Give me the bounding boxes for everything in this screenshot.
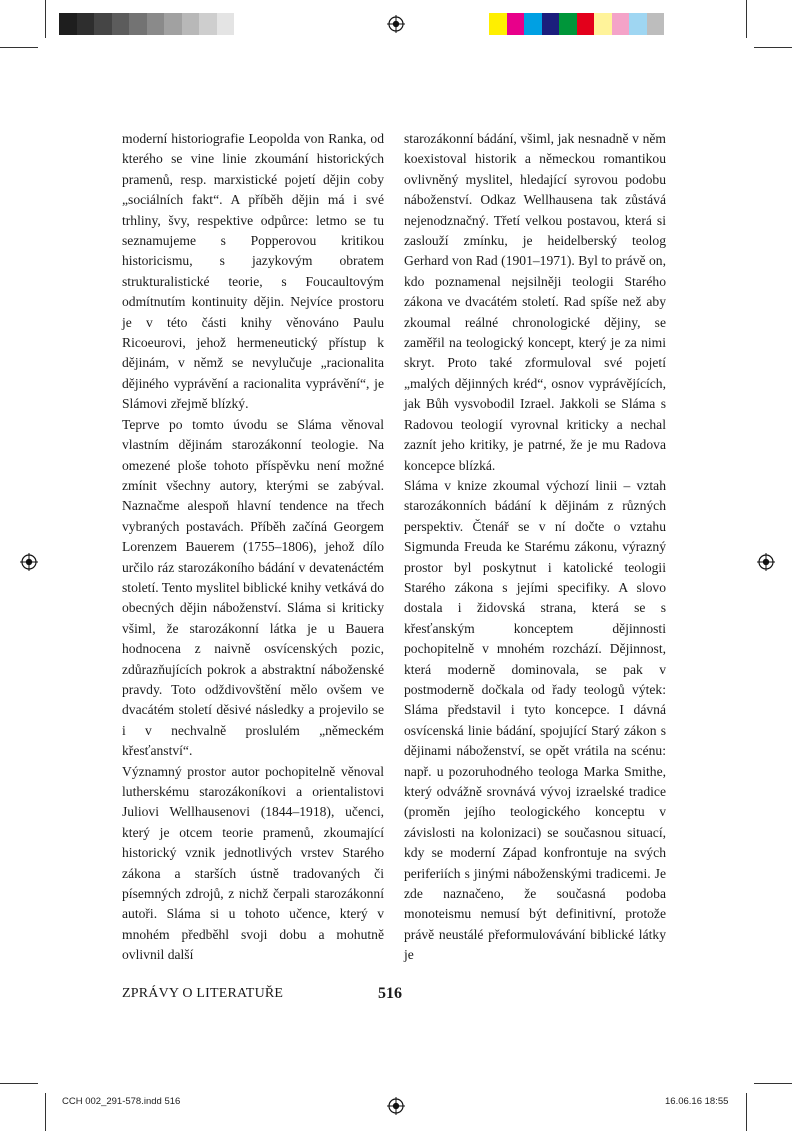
registration-mark-icon (387, 1097, 405, 1115)
left-text-column (122, 129, 384, 966)
color-swatch (94, 13, 112, 35)
crop-mark (746, 0, 747, 38)
page-number: 516 (378, 985, 402, 1002)
paragraph: Teprve po tomto úvodu se Sláma věnoval vlastním dějinám starozákonní teologie. Na omezené ploše tohoto příspěvku není možné zmínit všechny autory, kterými se zabýval. Naznačme alespoň hlavní tendence na třech vybraných postavách. Příběh začíná Georgem Lorenzem Bauerem (1755–1806), jehož dílo určilo ráz starozákoního bádání v devatenáctém století. Tento myslitel biblické knihy vetkává do obecných dějin náboženství. Sláma si kriticky všiml, že starozákonní látka je u Bauera hodnocena z naivně osvícenských pozic, zdůrazňujících pokrok a abstraktní náboženské pravdy. Toto odždivovštění mělo ovšem ve dvacátém století děsivé následky a projevilo se i v nechvalně proslulém „německém křesťanství“. (122, 416, 384, 759)
paragraph: Významný prostor autor pochopitelně věnoval lutherskému starozákoníkovi a orientalistovi Juliovi Wellhausenovi (1844–1918), učenci, který je otcem teorie pramenů, zkoumající historický vznik jednotlivých vrstev Starého zákona a starších ústně tradovaných či písemných zdrojů, z nichž čerpali starozákonní autoři. Sláma si u tohoto učence, který v mnohém předběhl svoji dobu a mohutně ovlivnil další (122, 763, 384, 963)
crop-mark (754, 1083, 792, 1084)
slug-file-info: CCH 002_291-578.indd 516 (62, 1096, 181, 1107)
color-swatch (199, 13, 217, 35)
registration-mark-icon (387, 15, 405, 33)
registration-mark-icon (757, 553, 775, 571)
crop-mark (45, 1093, 46, 1131)
right-text-column (404, 129, 666, 966)
paragraph: starozákonní bádání, všiml, jak nesnadně v něm koexistoval historik a německou romantikou ovlivněný myslitel, hledající syrovou podobu náboženství. Odkaz Wellhausena tak zůstává nejenodznačný. Třetí velkou postavou, která si zaslouží zmínku, je heidelberský teolog Gerhard von Rad (1901–1971). Byl to právě on, kdo poznamenal nejsilněji teologii Starého zákona ve dvacátém století. Rad spíše než aby zkoumal reálné chronologické dějiny, se zaměřil na teologický koncept, který je za nimi skryt. Proto také zformuloval své pojetí „malých dějinných kréd“, osnov vyprávějících, jak Bůh vysvobodil Izrael. Jakkoli se Sláma s Radovou teologií vyrovnal kriticky a nechal zaznít jeho kritiky, je patrné, že je mu Radova koncepce blízká. (404, 131, 666, 473)
color-swatch (647, 13, 665, 35)
color-swatch (217, 13, 235, 35)
color-swatch (129, 13, 147, 35)
color-swatch (577, 13, 595, 35)
color-swatch (612, 13, 630, 35)
color-swatch (542, 13, 560, 35)
crop-mark (45, 0, 46, 38)
color-swatch (507, 13, 525, 35)
color-swatch (147, 13, 165, 35)
color-swatch (164, 13, 182, 35)
crop-mark (754, 47, 792, 48)
paragraph: moderní historiografie Leopolda von Ranka, od kterého se vine linie zkoumání historických pramenů, resp. marxistické pojetí dějin coby „sociálních fakt“. A příběh dějin má i své trhliny, švy, respektive odpůrce: letmo se tu seznamujeme s Popperovou kritikou historicismu, s jazykovým obratem strukturalistické teorie, s Foucaultovým odmítnutím kontinuity dějin. Nejvíce prostoru je v této části knihy věnováno Paulu Ricoeurovi, jehož hermeneutický přístup k dějinám, v němž se nevylučuje „racionalita dějiného vyprávění a racionalita vyprávění“, je Slámovi zřejmě blízký. (122, 131, 384, 412)
paragraph: Sláma v knize zkoumal výchozí linii – vztah starozákonních bádání k dějinám z různých perspektiv. Čtenář se v ní dočte o vztahu Sigmunda Freuda ke Starému zákonu, výrazný prostor byl poskytnut i katolické teologii Starého zákona s jejími specifiky. A slovo dostala i židovská strana, která se s křesťanským konceptem dějinnosti pochopitelně v mnohém rozchází. Dějinnost, která moderně dominovala, se pak v postmoderně dočkala od řady teologů výtek: Sláma představil i tyto koncepce. I dávná osvícenská linie bádání, spojující Starý zákon s dějinami náboženství, se opět vrátila na scénu: např. u pozoruhodného teologa Marka Smithe, který odvážně srovnává vývoj izraelské tradice (proměn jejího teologického konceptu v závislosti na kolonizaci) se současnou situací, kdy se moderní Západ konfrontuje na svých periferiích s jinými náboženskými tradicemi. Je zde naznačeno, že současná podoba monoteismu nemusí být definitivní, protože právě neustálé přeformulovávání biblické látky je (404, 477, 666, 963)
color-swatch (77, 13, 95, 35)
slug-datetime: 16.06.16 18:55 (665, 1096, 729, 1107)
color-swatch (59, 13, 77, 35)
color-swatch (524, 13, 542, 35)
color-swatch (489, 13, 507, 35)
color-swatch (629, 13, 647, 35)
color-swatch (112, 13, 130, 35)
running-footer-section-title: ZPRÁVY O LITERATUŘE (122, 986, 284, 1001)
crop-mark (0, 1083, 38, 1084)
color-swatch (594, 13, 612, 35)
registration-mark-icon (20, 553, 38, 571)
crop-mark (746, 1093, 747, 1131)
crop-mark (0, 47, 38, 48)
grayscale-color-bar (59, 13, 234, 35)
color-swatch (182, 13, 200, 35)
color-swatch (559, 13, 577, 35)
process-color-bar (489, 13, 664, 35)
